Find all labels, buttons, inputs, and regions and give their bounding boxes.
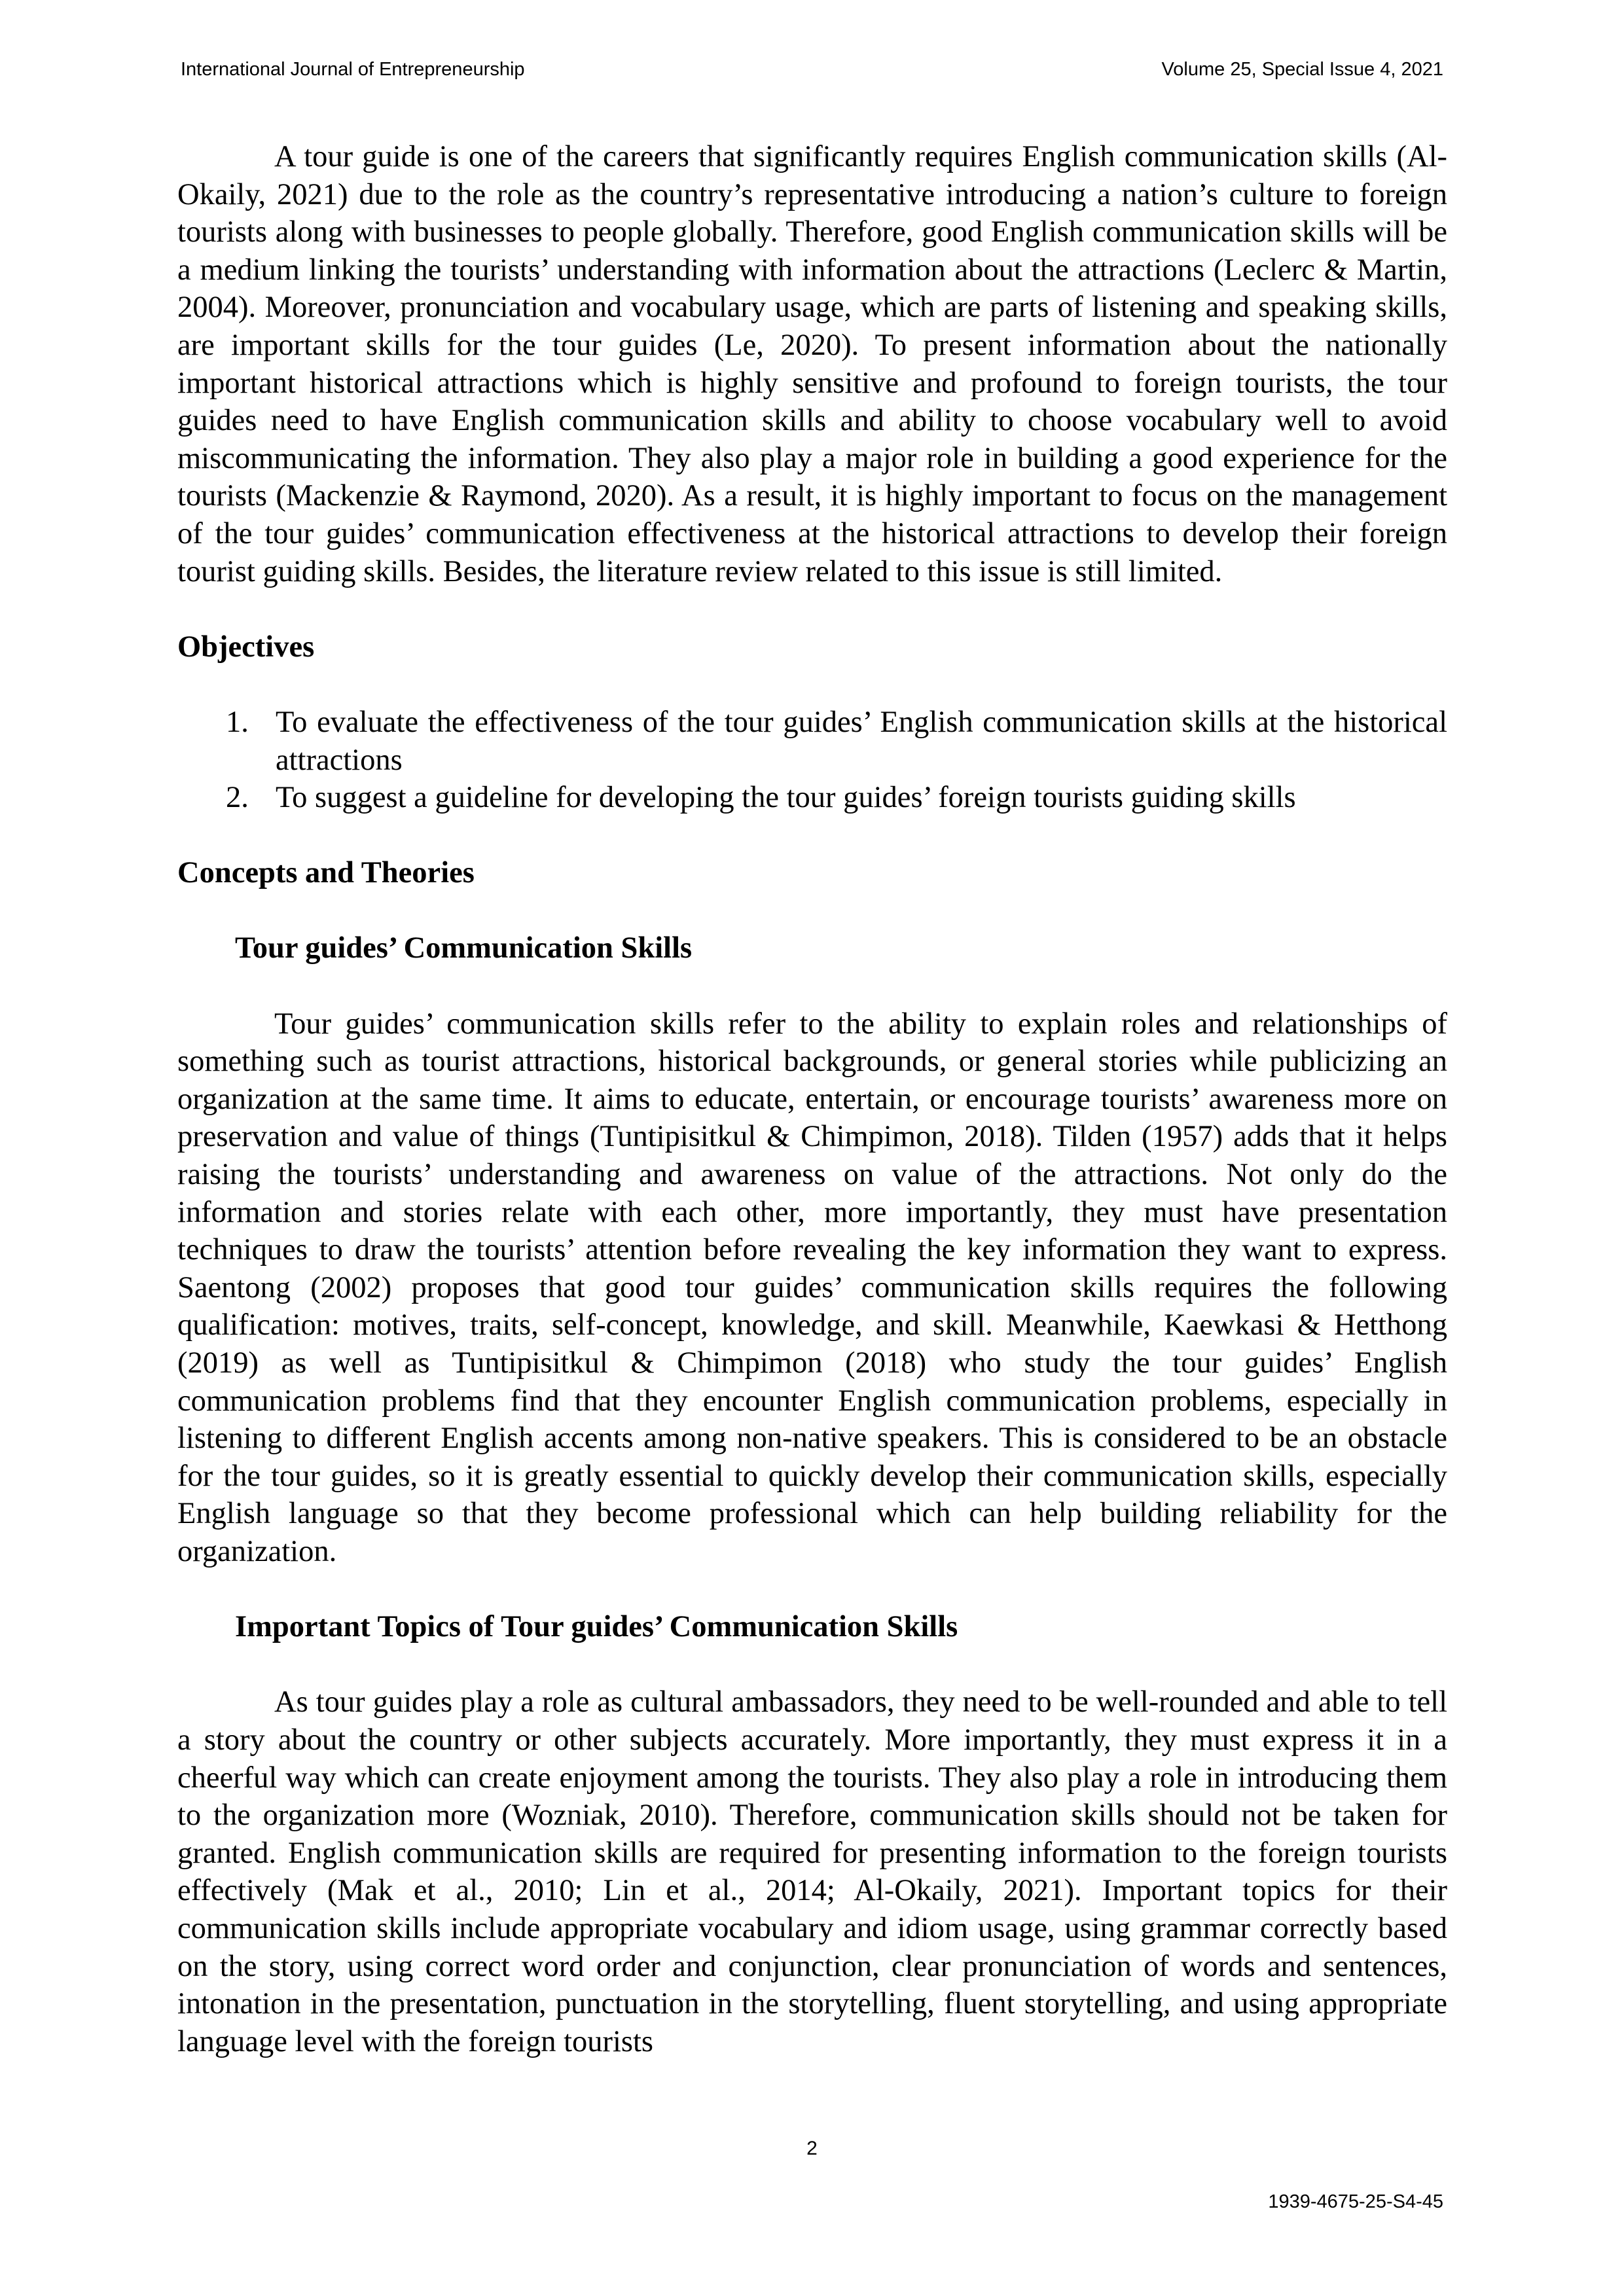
volume-issue-header: Volume 25, Special Issue 4, 2021 — [1161, 59, 1443, 80]
document-code: 1939-4675-25-S4-45 — [1268, 2191, 1443, 2212]
section-spacer — [177, 1571, 1447, 1609]
objective-number: 2. — [226, 781, 249, 815]
objective-text: To suggest a guideline for developing the tour guides’ foreign tourists guiding skills — [276, 781, 1296, 815]
objectives-list — [177, 704, 1447, 817]
objective-item — [177, 704, 1447, 779]
intro-paragraph: A tour guide is one of the careers that significantly requires English communication skills (Al-Okaily, 2021) due to the role as the country’s representative introducing a nation’s culture to foreign tourists along with businesses to people globally. Therefore, good English communication skills will be a medium linking the tourists’ understanding with information about the attractions (Leclerc & Martin, 2004). Moreover, pronunciation and vocabulary usage, which are parts of listening and speaking skills, are important skills for the tour guides (Le, 2020). To present information about the nationally important historical attractions which is highly sensitive and profound to foreign tourists, the tour guides need to have English communication skills and ability to choose vocabulary well to avoid miscommunicating the information. They also play a major role in building a good experience for the tourists (Mackenzie & Raymond, 2020). As a result, it is highly important to focus on the management of the tour guides’ communication effectiveness at the historical attractions to develop their foreign tourist guiding skills. Besides, the literature review related to this issue is still limited. — [177, 140, 1447, 588]
objectives-heading: Objectives — [177, 630, 315, 664]
important-topics-heading: Important Topics of Tour guides’ Communication Skills — [235, 1610, 958, 1644]
article-body — [177, 138, 1447, 2060]
concepts-heading: Concepts and Theories — [177, 856, 475, 890]
objective-text: To evaluate the effectiveness of the tour guides’ English communication skills at the historical attractions — [276, 705, 1447, 777]
communication-skills-paragraph: Tour guides’ communication skills refer to the ability to explain roles and relationships of something such as tourist attractions, historical backgrounds, or general stories while publicizing an organization at the same time. It aims to educate, entertain, or encourage tourists’ awareness more on preservation and value of things (Tuntipisitkul & Chimpimon, 2018). Tilden (1957) adds that it helps raising the tourists’ understanding and awareness on value of the attractions. Not only do the information and stories relate with each other, more importantly, they must have presentation techniques to draw the tourists’ attention before revealing the key information they want to express. Saentong (2002) proposes that good tour guides’ communication skills requires the following qualification: motives, traits, self-concept, knowledge, and skill. Meanwhile, Kaewkasi & Hetthong (2019) as well as Tuntipisitkul & Chimpimon (2018) who study the tour guides’ English communication problems find that they encounter English communication problems, especially in listening to different English accents among non-native speakers. This is considered to be an obstacle for the tour guides, so it is greatly essential to quickly develop their communication skills, especially English language so that they become professional which can help building reliability for the organization. — [177, 1007, 1447, 1568]
important-topics-paragraph: As tour guides play a role as cultural ambassadors, they need to be well-rounded and able to tell a story about the country or other subjects accurately. More importantly, they must express it in a cheerful way which can create enjoyment among the tourists. They also play a role in introducing them to the organization more (Wozniak, 2010). Therefore, communication skills should not be taken for granted. English communication skills are required for presenting information to the foreign tourists effectively (Mak et al., 2010; Lin et al., 2014; Al-Okaily, 2021). Important topics for their communication skills include appropriate vocabulary and idiom usage, using grammar correctly based on the story, using correct word order and conjunction, clear pronunciation of words and sentences, intonation in the presentation, punctuation in the storytelling, fluent storytelling, and using appropriate language level with the foreign tourists — [177, 1685, 1447, 2058]
objective-number: 1. — [226, 705, 249, 739]
page-number: 2 — [806, 2138, 818, 2159]
communication-skills-heading: Tour guides’ Communication Skills — [235, 931, 693, 965]
journal-name-header: International Journal of Entrepreneurship — [181, 59, 525, 80]
objective-item — [177, 779, 1447, 817]
